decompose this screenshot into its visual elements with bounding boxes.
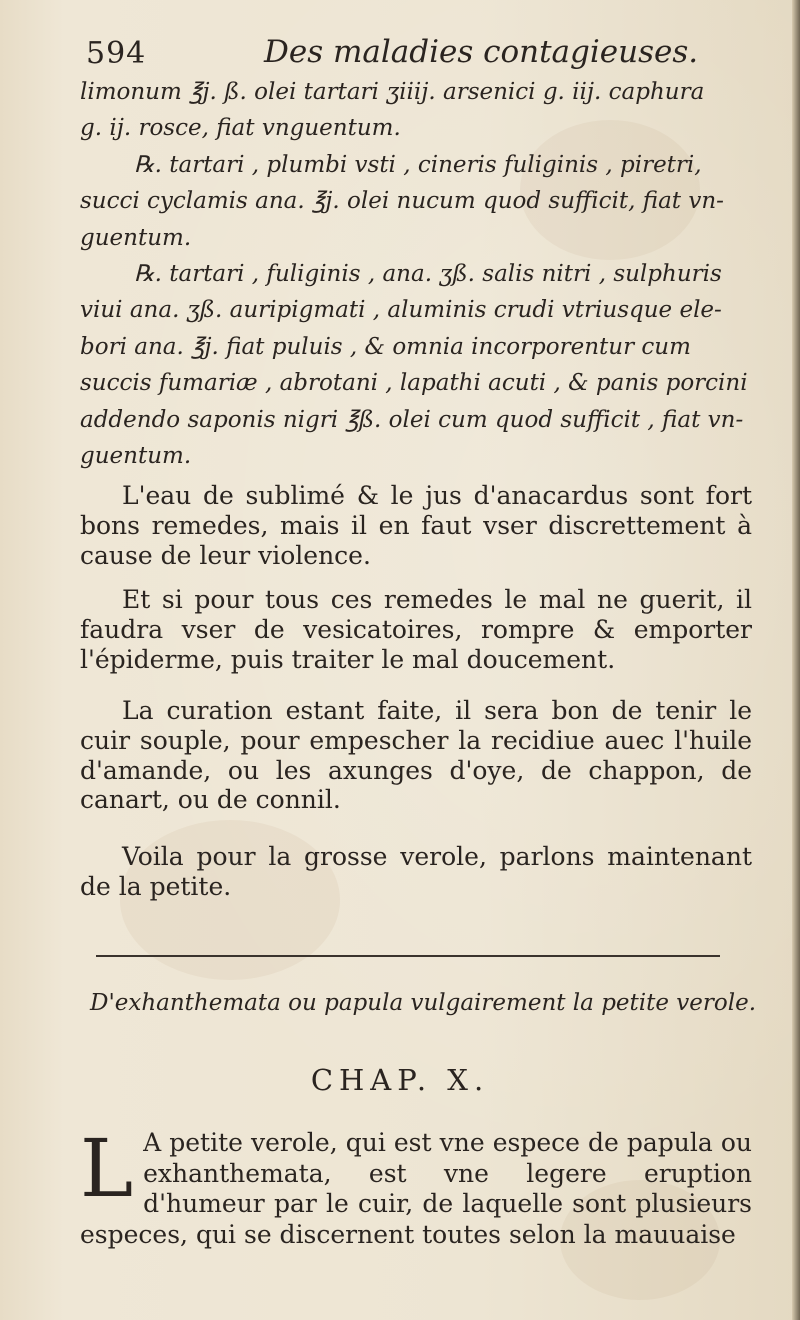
recipe-line: viui ana. ʒß. auripigmati , aluminis crudi vtriusque ele-	[80, 297, 722, 324]
paragraph-vesicatoires	[80, 585, 752, 674]
recipe-line: addendo saponis nigri ℥ß. olei cum quod sufficit , fiat vn-	[80, 406, 744, 433]
section-title: D'exhanthemata ou papula vulgairement la petite verole.	[90, 990, 757, 1016]
chapter-opening-text: A petite verole, qui est vne espece de papula ou exhanthemata, est vne legere eruption d'humeur par le cuir, de laquelle sont plusieurs especes, qui se discernent toutes selon la mauuaise	[80, 1128, 752, 1249]
paragraph-text: La curation estant faite, il sera bon de tenir le cuir souple, pour empescher la recidiue auec l'huile d'amande, ou les axunges d'oye, de chappon, de canart, ou de connil.	[80, 696, 752, 815]
paragraph-text: L'eau de sublimé & le jus d'anacardus sont fort bons remedes, mais il en faut vser discrettement à cause de leur violence.	[80, 481, 752, 570]
page-number: 594	[86, 36, 147, 71]
recipe-line: guentum.	[80, 224, 192, 251]
recipe-line: bori ana. ℥j. fiat puluis , & omnia incorporentur cum	[80, 333, 691, 360]
paragraph-text: Voila pour la grosse verole, parlons maintenant de la petite.	[80, 842, 752, 901]
section-divider	[96, 955, 720, 957]
paragraph-sublime	[80, 481, 752, 570]
recipe-line: g. ij. rosce, fiat vnguentum.	[80, 115, 401, 142]
recipe-line: ℞. tartari , plumbi vsti , cineris fuliginis , piretri,	[134, 151, 702, 178]
paragraph-curation	[80, 696, 752, 815]
running-head: Des maladies contagieuses.	[264, 34, 699, 70]
recipe-line: guentum.	[80, 443, 192, 470]
page-edge	[792, 0, 800, 1320]
recipe-line: succis fumariæ , abrotani , lapathi acuti , & panis porcini	[80, 370, 748, 397]
recipe-block	[80, 74, 752, 474]
recipe-line: limonum ℥j. ß. olei tartari ʒiiij. arsenici g. iij. caphura	[80, 79, 705, 105]
paragraph-transition	[80, 842, 752, 902]
recipe-line: succi cyclamis ana. ℥j. olei nucum quod sufficit, fiat vn-	[80, 188, 724, 215]
chapter-opening	[80, 1122, 752, 1250]
paragraph-text: Et si pour tous ces remedes le mal ne guerit, il faudra vser de vesicatoires, rompre & emporter l'épiderme, puis traiter le mal doucement.	[80, 585, 752, 674]
recipe-line: ℞. tartari , fuliginis , ana. ʒß. salis nitri , sulphuris	[134, 261, 722, 288]
page-header	[86, 30, 746, 78]
chapter-heading: CHAP. X.	[310, 1063, 490, 1097]
drop-cap: L	[80, 1122, 134, 1215]
